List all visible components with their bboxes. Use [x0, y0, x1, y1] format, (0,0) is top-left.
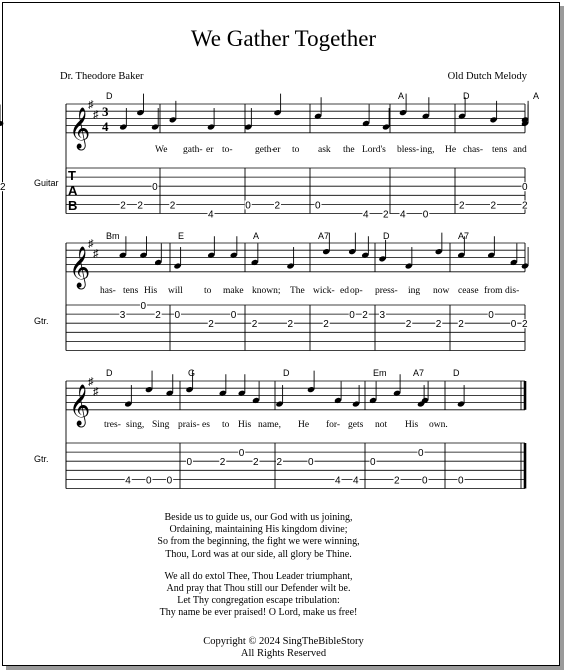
lyric-syllable: Lord's — [362, 145, 386, 155]
tab-fret-number: 2 — [287, 319, 294, 331]
copyright-notice — [0, 636, 567, 660]
tab-fret-number: 2 — [137, 200, 143, 212]
chord-symbol: A — [533, 91, 540, 101]
lyric-syllable: op- — [350, 286, 363, 296]
sharp-icon: ♯ — [88, 99, 94, 111]
chord-symbol: G — [188, 368, 196, 378]
lyric-syllable: bless- — [397, 145, 420, 155]
tab-fret-number: 0 — [174, 310, 181, 322]
lyric-syllable: to- — [222, 145, 233, 155]
tab-clef-letter: T — [68, 168, 76, 183]
chord-symbol: A7 — [458, 231, 470, 241]
tab-fret-number: 0 — [315, 200, 321, 212]
verse-line: Beside us to guide us, our God with us joining, — [164, 512, 353, 523]
instrument-label: Guitar — [34, 178, 59, 188]
tab-clef-letter: A — [68, 183, 78, 198]
song-title: We Gather Together — [190, 26, 377, 51]
tab-fret-number: 2 — [383, 209, 389, 221]
chord-symbol: Em — [373, 368, 387, 378]
tab-fret-number: 0 — [349, 310, 355, 322]
tab-fret-number: 2 — [276, 457, 283, 469]
instrument-label: Gtr. — [34, 316, 49, 326]
rights-line: All Rights Reserved — [240, 648, 327, 659]
tab-fret-number: 0 — [308, 457, 314, 469]
lyric-syllable: tens — [123, 286, 139, 296]
lyric-syllable: prais- — [178, 420, 200, 430]
lyric-syllable: ing, — [420, 145, 435, 155]
verse-line: So from the beginning, the fight we were winning, — [157, 536, 360, 548]
lyric-syllable: sing, — [126, 420, 145, 430]
lyric-syllable: We — [155, 145, 168, 155]
verse-line: Thou, Lord was at our side, all glory be Thine. — [165, 548, 352, 560]
tab-fret-number: 2 — [405, 319, 412, 331]
lyric-syllable: not — [375, 420, 388, 430]
lyric-syllable: known; — [252, 286, 281, 296]
sharp-icon: ♯ — [88, 376, 94, 388]
tab-fret-number: 4 — [363, 209, 369, 221]
verse-line: Thy name be ever praised! O Lord, make us free! — [159, 607, 358, 619]
chord-symbol: D — [283, 368, 290, 378]
lyric-syllable: for- — [326, 420, 341, 430]
tab-fret-number: 0 — [488, 310, 494, 322]
lyric-syllable: ask — [318, 145, 331, 155]
chord-symbol: A7 — [413, 368, 425, 378]
lyric-syllable: name, — [258, 420, 281, 430]
chord-symbol: A — [253, 231, 260, 241]
lyric-syllable: es — [202, 420, 210, 430]
note-head — [0, 121, 3, 126]
chord-symbol: D — [106, 91, 113, 101]
lyric-syllable: to — [292, 145, 300, 155]
lyric-syllable: has- — [100, 286, 116, 296]
tab-fret-number: 0 — [166, 475, 173, 487]
tab-fret-number: 2 — [253, 457, 259, 469]
tab-fret-number: 0 — [510, 319, 517, 331]
lyric-syllable: His — [144, 286, 158, 296]
sharp-icon: ♯ — [93, 109, 99, 121]
verse-3 — [0, 571, 567, 620]
chord-symbol: Bm — [106, 231, 120, 241]
tab-fret-number: 0 — [230, 310, 237, 322]
tab-fret-number: 3 — [379, 310, 386, 322]
verses-block — [0, 512, 567, 620]
tab-fret-number: 2 — [323, 319, 329, 331]
sharp-icon: ♯ — [93, 386, 99, 398]
lyric-syllable: from — [484, 286, 503, 296]
lyric-syllable: to — [204, 286, 212, 296]
lyric-syllable: geth- — [255, 145, 275, 155]
chord-symbol: A7 — [318, 231, 330, 241]
time-signature-top: 3 — [102, 104, 109, 119]
sharp-icon: ♯ — [88, 238, 94, 250]
lyric-syllable: er — [206, 145, 214, 155]
chord-symbol: D — [383, 231, 390, 241]
chord-symbol: E — [178, 231, 185, 241]
tab-fret-number: 2 — [490, 200, 497, 212]
lyric-syllable: gath- — [183, 145, 203, 155]
tab-fret-number: 2 — [435, 319, 442, 331]
tab-fret-number: 0 — [418, 448, 424, 460]
tab-fret-number: 2 — [274, 200, 281, 212]
lyric-syllable: tens — [492, 145, 508, 155]
tab-fret-number: 4 — [400, 209, 406, 221]
tab-fret-number: 2 — [459, 200, 465, 212]
lyric-syllable: chas- — [463, 145, 484, 155]
lyric-syllable: er — [273, 145, 281, 155]
chord-symbol: D — [453, 368, 460, 378]
chord-symbol: D — [463, 91, 470, 101]
sharp-icon: ♯ — [93, 248, 99, 260]
lyric-syllable: to — [222, 420, 230, 430]
tab-fret-number: 0 — [458, 475, 464, 487]
tab-fret-number: 0 — [370, 457, 376, 469]
tab-fret-number: 4 — [125, 475, 131, 487]
chord-symbol: D — [106, 368, 113, 378]
tab-fret-number: 2 — [522, 319, 528, 331]
tab-fret-number: 2 — [458, 319, 464, 331]
lyric-syllable: press- — [375, 286, 398, 296]
composer-credit: Old Dutch Melody — [447, 71, 527, 82]
tab-fret-number: 4 — [335, 475, 341, 487]
lyric-syllable: ed — [340, 286, 349, 296]
tab-fret-number: 0 — [522, 182, 528, 194]
lyric-syllable: His — [238, 420, 252, 430]
tab-fret-number: 2 — [169, 200, 176, 212]
lyric-syllable: wick- — [313, 286, 335, 296]
lyric-syllable: and — [513, 145, 527, 155]
lyricist-credit: Dr. Theodore Baker — [60, 71, 144, 82]
tab-fret-number: 3 — [119, 310, 126, 322]
lyric-syllable: His — [405, 420, 419, 430]
lyric-syllable: He — [298, 420, 310, 430]
verse-line: Ordaining, maintaining His kingdom divine; — [169, 524, 348, 536]
time-signature-bottom: 4 — [102, 119, 109, 134]
lyric-syllable: own. — [429, 420, 448, 430]
tab-fret-number: 2 — [155, 310, 161, 322]
lyric-syllable: the — [343, 145, 355, 155]
tab-fret-number: 4 — [208, 209, 214, 221]
tab-fret-number: 2 — [120, 200, 126, 212]
treble-clef-icon: 𝄞 — [69, 384, 91, 425]
tab-fret-number: 2 — [251, 319, 258, 331]
lyric-syllable: ing — [408, 286, 421, 296]
tab-fret-number: 2 — [0, 182, 6, 194]
copyright-line: Copyright © 2024 SingTheBibleStory — [203, 636, 364, 647]
lyric-syllable: Sing — [152, 420, 170, 430]
tab-fret-number: 4 — [353, 475, 359, 487]
verse-line: We all do extol Thee, Thou Leader triumphant, — [164, 570, 353, 582]
tab-fret-number: 0 — [245, 200, 251, 212]
tab-clef-letter: B — [68, 198, 78, 213]
instrument-label: Gtr. — [34, 454, 49, 464]
tab-fret-number: 0 — [238, 448, 245, 460]
tab-fret-number: 2 — [208, 319, 214, 331]
chord-symbol: A — [398, 91, 405, 101]
lyric-syllable: The — [290, 286, 305, 296]
tab-fret-number: 2 — [362, 310, 368, 322]
lyric-syllable: dis- — [505, 286, 520, 296]
tab-fret-number: 0 — [145, 475, 152, 487]
tab-fret-number: 2 — [522, 200, 528, 212]
verse-line: Let Thy congregation escape tribulation: — [177, 595, 340, 607]
verse-2 — [0, 512, 567, 561]
lyric-syllable: make — [223, 286, 244, 296]
tab-fret-number: 2 — [219, 457, 226, 469]
lyric-syllable: tres- — [104, 420, 121, 430]
lyric-syllable: now — [433, 286, 450, 296]
lyric-syllable: He — [445, 145, 457, 155]
lyric-syllable: cease — [458, 286, 479, 296]
tab-fret-number: 0 — [422, 475, 428, 487]
verse-line: And pray that Thou still our Defender wilt be. — [166, 583, 351, 595]
tab-fret-number: 0 — [140, 301, 147, 312]
treble-clef-icon: 𝄞 — [69, 107, 91, 148]
lyric-syllable: will — [168, 286, 183, 296]
tab-fret-number: 0 — [152, 182, 158, 194]
tab-fret-number: 0 — [186, 457, 193, 469]
lyric-syllable: gets — [348, 420, 364, 430]
tab-fret-number: 0 — [422, 209, 429, 221]
treble-clef-icon: 𝄞 — [69, 246, 91, 287]
tab-fret-number: 2 — [394, 475, 400, 487]
